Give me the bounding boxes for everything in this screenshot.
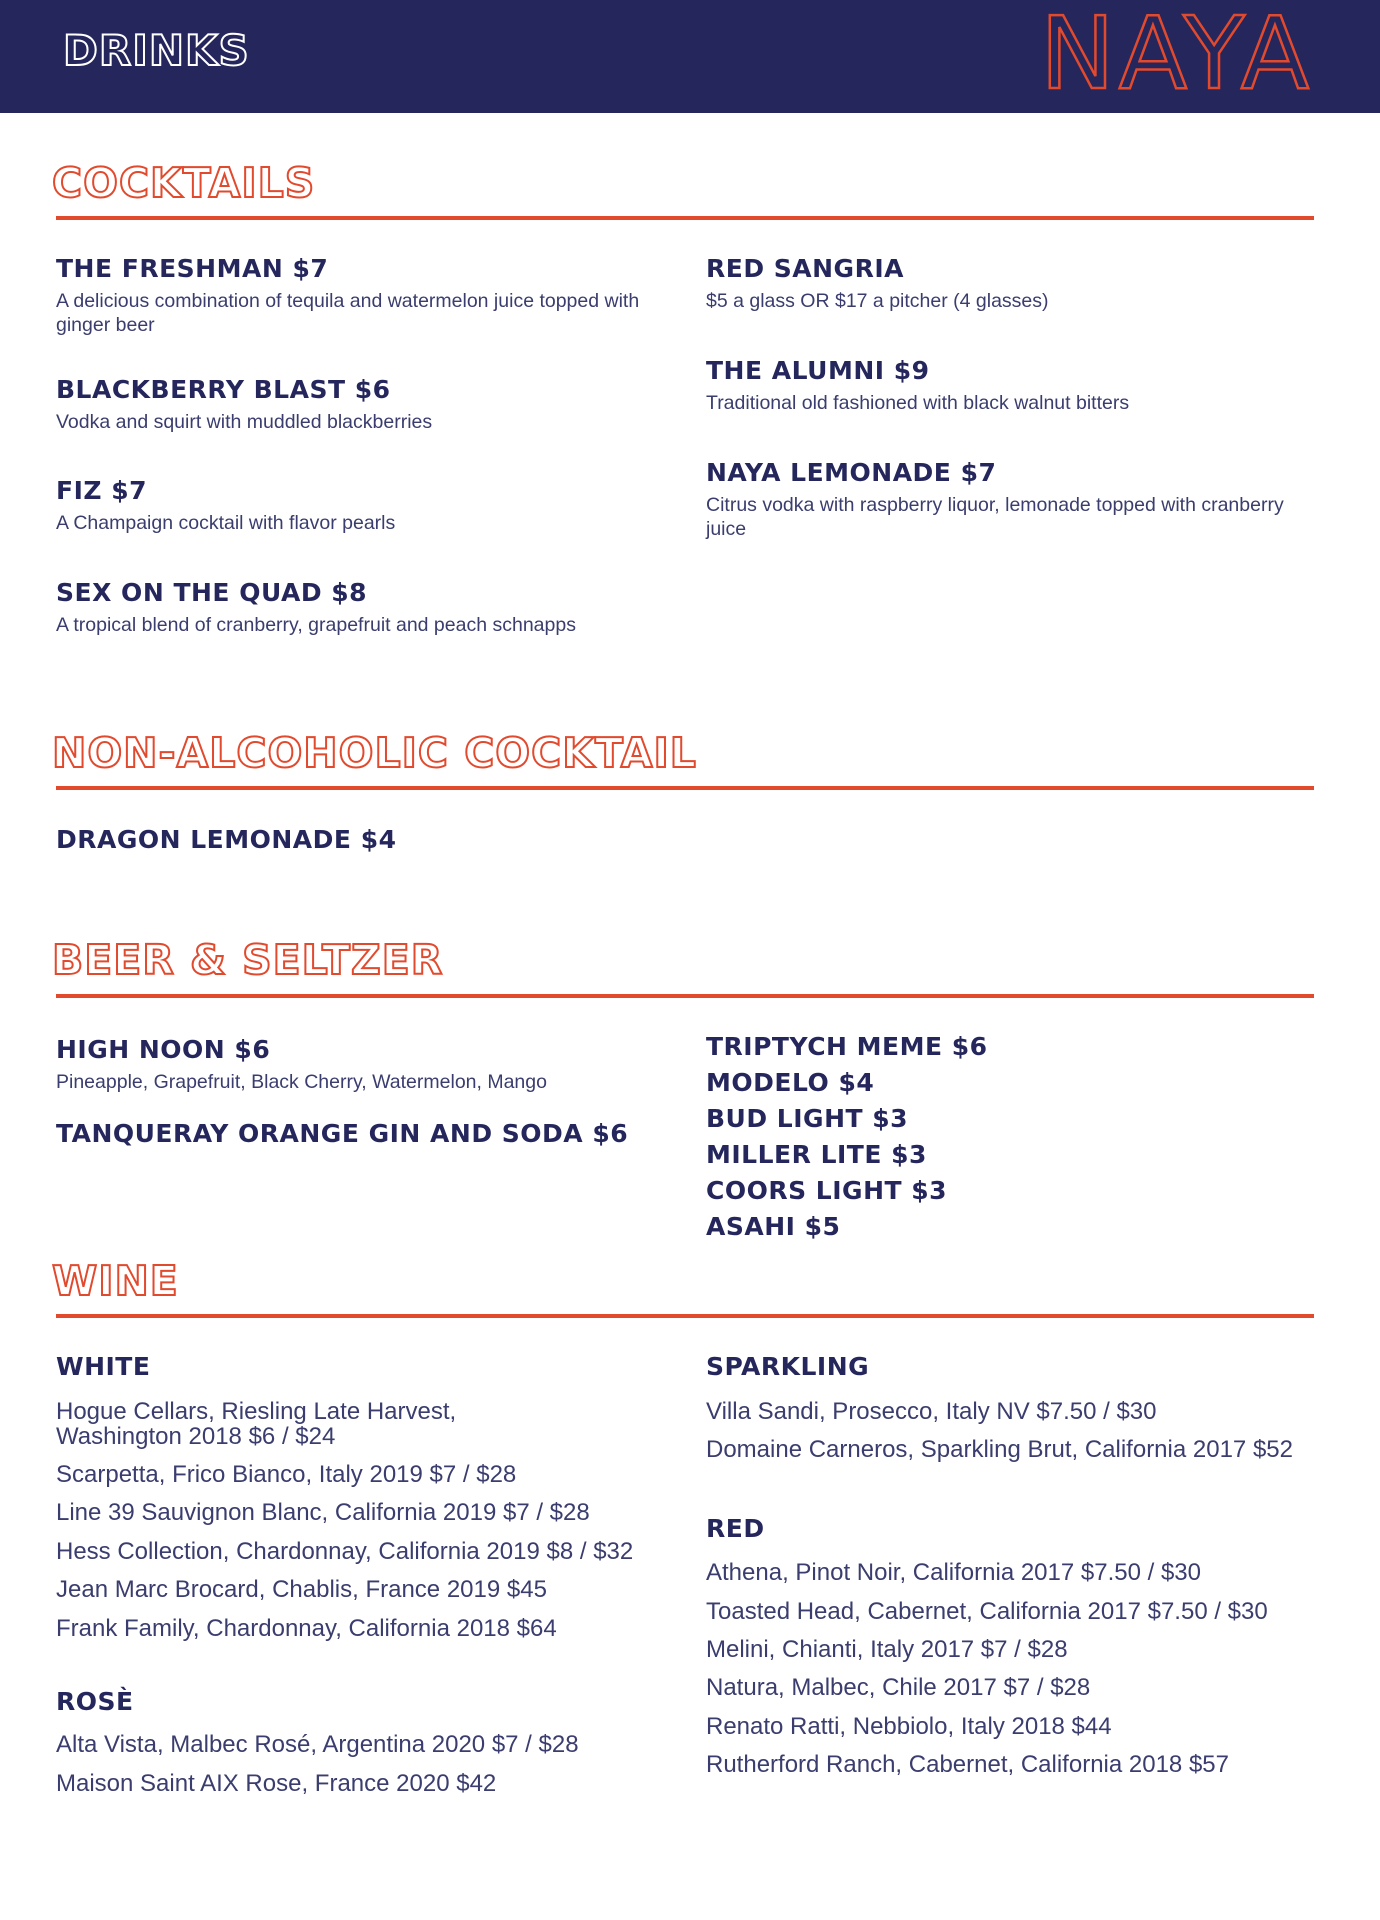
wine-item: Line 39 Sauvignon Blanc, California 2019 $7 / $28 [56,1499,590,1526]
section-title-non-alcoholic: NON-ALCOHOLIC COCKTAIL [52,729,697,777]
menu-item [56,254,676,337]
beer-item: BUD LIGHT $3 [706,1104,909,1133]
item-description: A Champaign cocktail with flavor pearls [56,512,396,534]
wine-item: Natura, Malbec, Chile 2017 $7 / $28 [706,1674,1091,1701]
wine-item: Renato Ratti, Nebbiolo, Italy 2018 $44 [706,1713,1112,1740]
menu-item [706,356,1326,415]
section-title-wine: WINE [52,1257,179,1305]
wine-item: Domaine Carneros, Sparkling Brut, California 2017 $52 [706,1436,1293,1463]
wine-item: Athena, Pinot Noir, California 2017 $7.50 / $30 [706,1559,1201,1586]
beer-item: TRIPTYCH MEME $6 [706,1032,988,1061]
item-name: THE ALUMNI $9 [706,356,930,385]
wine-item: Frank Family, Chardonnay, California 2018 $64 [56,1615,557,1642]
wine-item: Alta Vista, Malbec Rosé, Argentina 2020 $7 / $28 [56,1731,579,1758]
item-name: TANQUERAY ORANGE GIN AND SODA $6 [56,1119,629,1148]
wine-item: Rutherford Ranch, Cabernet, California 2018 $57 [706,1751,1229,1778]
menu-item [56,825,676,855]
wine-item: Villa Sandi, Prosecco, Italy NV $7.50 / $30 [706,1398,1157,1425]
wine-heading-rose: ROSÈ [56,1687,134,1716]
item-name: THE FRESHMAN $7 [56,254,329,283]
item-description: $5 a glass OR $17 a pitcher (4 glasses) [706,290,1049,312]
wine-heading-red: RED [706,1514,765,1543]
wine-item: Maison Saint AIX Rose, France 2020 $42 [56,1770,497,1797]
beer-item: MILLER LITE $3 [706,1140,927,1169]
item-description: Citrus vodka with raspberry liquor, lemonade topped with cranberry juice [706,494,1284,540]
menu-item [56,578,676,637]
item-description: Traditional old fashioned with black walnut bitters [706,392,1130,414]
item-name: SEX ON THE QUAD $8 [56,578,368,607]
item-description: Vodka and squirt with muddled blackberries [56,411,433,433]
menu-item [706,254,1326,313]
beer-item: ASAHI $5 [706,1212,841,1241]
section-divider [56,786,1314,790]
beer-item: COORS LIGHT $3 [706,1176,948,1205]
section-divider [56,1314,1314,1318]
menu-item [56,375,676,434]
item-name: HIGH NOON $6 [56,1035,271,1064]
wine-item: Hogue Cellars, Riesling Late Harvest, [56,1398,457,1425]
page-title: DRINKS [63,26,250,75]
item-description: Pineapple, Grapefruit, Black Cherry, Watermelon, Mango [56,1071,547,1093]
section-divider [56,994,1314,998]
wine-item: Jean Marc Brocard, Chablis, France 2019 $45 [56,1576,547,1603]
menu-item [56,1035,676,1094]
item-name: BLACKBERRY BLAST $6 [56,375,391,404]
item-description: A delicious combination of tequila and watermelon juice topped with ginger beer [56,290,640,336]
wine-item: Scarpetta, Frico Bianco, Italy 2019 $7 / $28 [56,1461,517,1488]
item-description: A tropical blend of cranberry, grapefruit and peach schnapps [56,614,576,636]
item-name: RED SANGRIA [706,254,904,283]
item-name: FIZ $7 [56,476,148,505]
menu-item [56,476,676,535]
menu-item [56,1119,676,1149]
header-bar [0,0,1380,113]
wine-item: Washington 2018 $6 / $24 [56,1423,336,1450]
section-divider [56,216,1314,220]
item-name: DRAGON LEMONADE $4 [56,825,397,854]
naya-logo: NAYA [1040,6,1314,102]
menu-item [706,458,1326,541]
wine-heading-sparkling: SPARKLING [706,1352,870,1381]
wine-heading-white: WHITE [56,1352,151,1381]
section-title-cocktails: COCKTAILS [52,159,316,207]
wine-item: Hess Collection, Chardonnay, California 2019 $8 / $32 [56,1538,634,1565]
section-title-beer-seltzer: BEER & SELTZER [52,936,444,984]
wine-item: Toasted Head, Cabernet, California 2017 $7.50 / $30 [706,1598,1268,1625]
wine-item: Melini, Chianti, Italy 2017 $7 / $28 [706,1636,1068,1663]
item-name: NAYA LEMONADE $7 [706,458,997,487]
beer-item: MODELO $4 [706,1068,875,1097]
